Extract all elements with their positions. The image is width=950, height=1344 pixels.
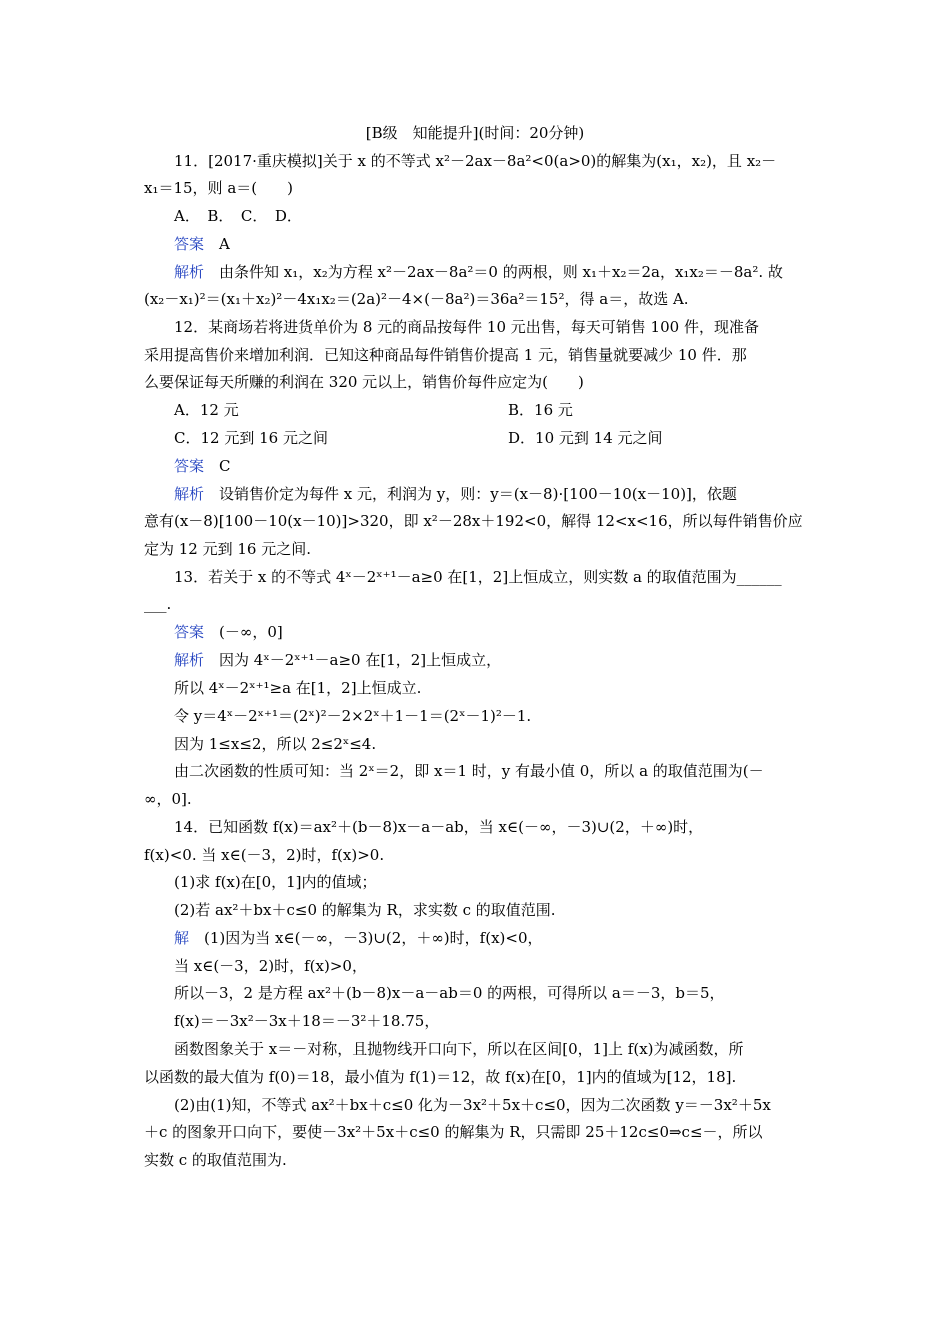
q12-stem-line1: 12．某商场若将进货单价为 8 元的商品按每件 10 元出售，每天可销售 100 件，现准备: [174, 318, 759, 336]
q14-part1: (1)求 f(x)在[0，1]内的值域；: [174, 873, 377, 891]
q14-stem-line1: 14．已知函数 f(x)＝ax²＋(b－8)x－a－ab，当 x∈(－∞，－3)∪(2，＋∞)时，: [174, 818, 704, 836]
q11-answer-row: [174, 233, 230, 255]
q12-analysis-line1: 设销售价定为每件 x 元，利润为 y，则：y＝(x－8)·[100－10(x－10)]，依题: [219, 485, 737, 503]
analysis-label: 解析: [174, 651, 205, 669]
q12-option-c: C．12 元到 16 元之间: [174, 429, 328, 447]
q14-solution-line2: 当 x∈(－3，2)时，f(x)>0，: [174, 957, 367, 975]
q14-solution-line3: 所以－3，2 是方程 ax²＋(b－8)x－a－ab＝0 的两根，可得所以 a＝－3，b＝5，: [174, 984, 725, 1002]
section-header: [B级 知能提升](时间：20分钟): [365, 124, 585, 142]
q14-part2: (2)若 ax²＋bx＋c≤0 的解集为 R，求实数 c 的取值范围.: [174, 901, 556, 919]
q14-solution-line8: ＋c 的图象开口向下，要使－3x²＋5x＋c≤0 的解集为 R，只需即 25＋12c≤0⇒c≤－，所以: [144, 1123, 763, 1141]
q13-stem-line1: 13．若关于 x 的不等式 4ˣ－2ˣ⁺¹－a≥0 在[1，2]上恒成立，则实数 a 的取值范围为______: [174, 568, 782, 586]
q12-analysis-line3: 定为 12 元到 16 元之间.: [144, 540, 312, 558]
q13-analysis-line6: ∞，0].: [144, 790, 192, 808]
q14-solution-line6: 以函数的最大值为 f(0)＝18，最小值为 f(1)＝12，故 f(x)在[0，1]内的值域为[12，18].: [144, 1068, 737, 1086]
q12-analysis-line2: 意有(x－8)[100－10(x－10)]>320，即 x²－28x＋192<0，解得 12<x<16，所以每件销售价应: [144, 512, 803, 530]
q11-analysis-line2: (x₂－x₁)²＝(x₁＋x₂)²－4x₁x₂＝(2a)²－4×(－8a²)＝36a²＝15²，得 a＝，故选 A.: [144, 290, 689, 308]
answer-label: 答案: [174, 623, 205, 641]
q12-analysis-row: [174, 483, 737, 505]
q13-answer-row: [174, 621, 283, 643]
q12-option-d: D．10 元到 14 元之间: [508, 429, 663, 447]
answer-label: 答案: [174, 235, 205, 253]
q13-analysis-line4: 因为 1≤x≤2，所以 2≤2ˣ≤4.: [174, 735, 377, 753]
q12-stem-line3: 么要保证每天所赚的利润在 320 元以上，销售价每件应定为( ): [144, 373, 584, 391]
q14-solution-line1: (1)因为当 x∈(－∞，－3)∪(2，＋∞)时，f(x)<0，: [204, 929, 543, 947]
q13-stem-line2: ___.: [144, 595, 172, 613]
q14-solution-row: [174, 927, 543, 949]
q12-option-a: A．12 元: [174, 401, 239, 419]
q11-analysis-line1: 由条件知 x₁，x₂为方程 x²－2ax－8a²＝0 的两根，则 x₁＋x₂＝2a，x₁x₂＝－8a². 故: [219, 263, 783, 281]
analysis-label: 解析: [174, 263, 205, 281]
q14-solution-line9: 实数 c 的取值范围为.: [144, 1151, 287, 1169]
q12-answer: C: [219, 457, 231, 475]
q14-solution-line4: f(x)＝－3x²－3x＋18＝－3²＋18.75，: [174, 1012, 440, 1030]
q13-analysis-line2: 所以 4ˣ－2ˣ⁺¹≥a 在[1，2]上恒成立.: [174, 679, 422, 697]
q11-answer: A: [219, 235, 230, 253]
q13-analysis-row: [174, 649, 501, 671]
q12-stem-line2: 采用提高售价来增加利润．已知这种商品每件销售价提高 1 元，销售量就要减少 10 件．那: [144, 346, 747, 364]
answer-label: 答案: [174, 457, 205, 475]
q14-solution-line7: (2)由(1)知，不等式 ax²＋bx＋c≤0 化为－3x²＋5x＋c≤0，因为二次函数 y＝－3x²＋5x: [174, 1096, 771, 1114]
q14-stem-line2: f(x)<0. 当 x∈(－3，2)时，f(x)>0.: [144, 846, 385, 864]
q13-analysis-line3: 令 y＝4ˣ－2ˣ⁺¹＝(2ˣ)²－2×2ˣ＋1－1＝(2ˣ－1)²－1.: [174, 707, 532, 725]
q12-answer-row: [174, 455, 231, 477]
q11-stem-line2: x₁＝15，则 a＝( ): [144, 179, 293, 197]
q13-analysis-line1: 因为 4ˣ－2ˣ⁺¹－a≥0 在[1，2]上恒成立，: [219, 651, 502, 669]
q11-options: A． B． C． D．: [174, 207, 302, 225]
q12-option-b: B．16 元: [508, 401, 573, 419]
q13-analysis-line5: 由二次函数的性质可知：当 2ˣ＝2，即 x＝1 时，y 有最小值 0，所以 a 的取值范围为(－: [174, 762, 764, 780]
q11-analysis-row: [174, 261, 783, 283]
solution-label: 解: [174, 929, 190, 947]
q11-stem-line1: 11．[2017·重庆模拟]关于 x 的不等式 x²－2ax－8a²<0(a>0)的解集为(x₁，x₂)，且 x₂－: [174, 152, 777, 170]
q14-solution-line5: 函数图象关于 x＝－对称，且抛物线开口向下，所以在区间[0，1]上 f(x)为减函数，所: [174, 1040, 744, 1058]
q13-answer: (－∞，0]: [219, 623, 283, 641]
analysis-label: 解析: [174, 485, 205, 503]
